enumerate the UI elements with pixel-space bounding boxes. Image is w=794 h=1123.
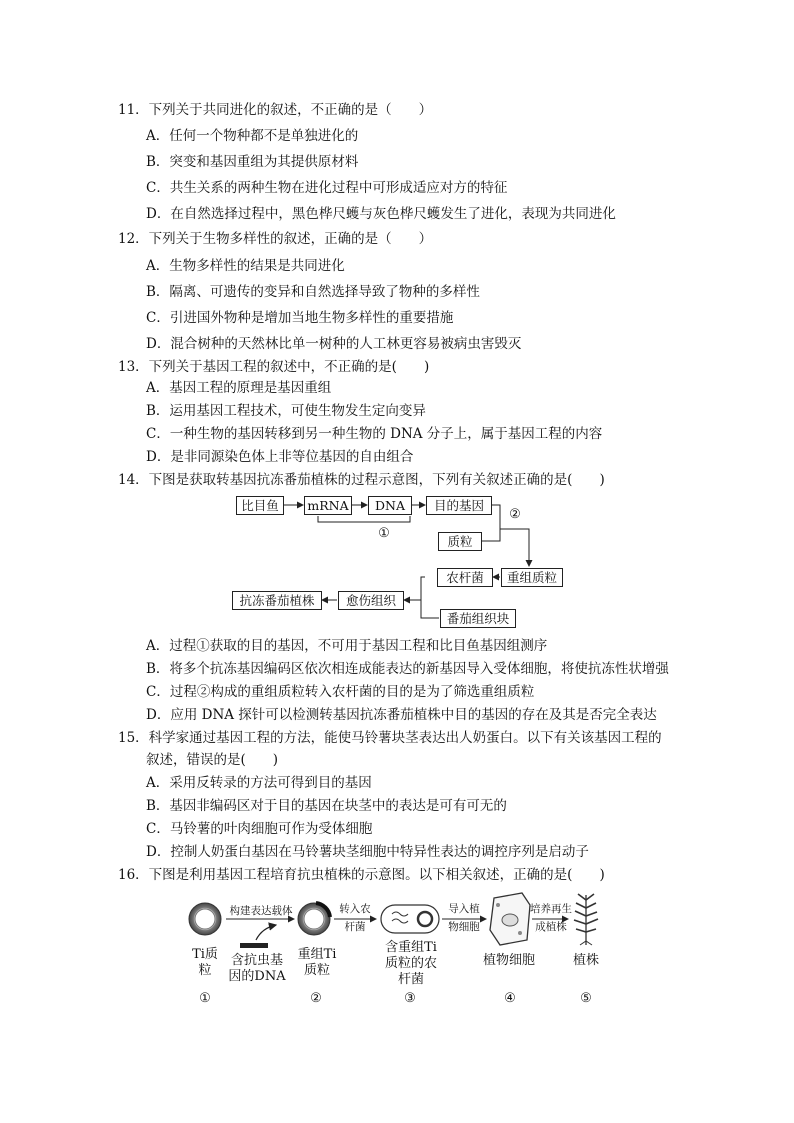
agrobacterium-label-line1: 含重组Ti xyxy=(385,940,437,955)
step2-label: ② xyxy=(509,507,521,522)
diagram-number-1: ① xyxy=(199,991,211,1006)
tomato-tissue-box: 番茄组织块 xyxy=(440,609,516,628)
ti-plasmid-label-line1: Ti质 xyxy=(192,947,218,962)
diagram-number-2: ② xyxy=(310,991,322,1006)
dna-label-line2: 因的DNA xyxy=(228,969,286,984)
diagram-number-5: ⑤ xyxy=(580,991,592,1006)
arrow4-text-line1: 培养再生 xyxy=(530,903,572,915)
q14-option-a: A．过程①获取的目的基因，不可用于基因工程和比目鱼基因组测序 xyxy=(146,638,548,654)
q11-option-b: B．突变和基因重组为其提供原材料 xyxy=(146,154,359,170)
q15-stem-line2: 叙述，错误的是( ) xyxy=(146,752,279,768)
q12-option-d: D．混合树种的天然林比单一树种的人工林更容易被病虫害毁灭 xyxy=(146,336,522,352)
recombinant-plasmid-box: 重组质粒 xyxy=(501,568,563,587)
agrobacterium-label-line3: 杆菌 xyxy=(397,972,424,987)
plant-icon xyxy=(574,894,598,945)
dna-label-line1: 含抗虫基 xyxy=(230,953,283,968)
q13-option-b: B．运用基因工程技术，可使生物发生定向变异 xyxy=(146,403,426,419)
q13-option-a: A．基因工程的原理是基因重组 xyxy=(146,380,332,396)
callus-box: 愈伤组织 xyxy=(338,591,404,610)
q11-option-a: A．任何一个物种都不是单独进化的 xyxy=(146,128,359,144)
diagram-number-3: ③ xyxy=(404,991,416,1006)
insect-resistance-dna-icon xyxy=(240,925,276,948)
arrow2-text-line1: 转入农 xyxy=(339,903,371,915)
q11-option-d: D．在自然选择过程中，黑色桦尺蠖与灰色桦尺蠖发生了进化，表现为共同进化 xyxy=(146,206,616,222)
fish-box: 比目鱼 xyxy=(236,496,284,515)
arrow3-text-line2: 物细胞 xyxy=(448,921,480,933)
agrobacterium-icon xyxy=(381,905,439,933)
plasmid-box: 质粒 xyxy=(438,532,482,551)
q16-stem: 16．下图是利用基因工程培育抗虫植株的示意图。以下相关叙述，正确的是( ) xyxy=(118,867,605,883)
q13-option-c: C．一种生物的基因转移到另一种生物的 DNA 分子上，属于基因工程的内容 xyxy=(146,426,603,442)
recombinant-ti-plasmid-icon xyxy=(298,903,330,935)
q12-stem: 12．下列关于生物多样性的叙述，正确的是（ ） xyxy=(118,231,433,247)
recombinant-ti-label-line1: 重组Ti xyxy=(297,947,337,962)
plant-cell-icon xyxy=(490,893,530,945)
plant-cell-label: 植物细胞 xyxy=(482,953,535,968)
q14-option-b: B．将多个抗冻基因编码区依次相连成能表达的新基因导入受体细胞，将使抗冻性状增强 xyxy=(146,661,669,677)
q15-stem-line1: 15．科学家通过基因工程的方法，能使马铃薯块茎表达出人奶蛋白。以下有关该基因工程的 xyxy=(118,730,662,746)
arrow2-text-line2: 杆菌 xyxy=(344,921,366,933)
mrna-box: mRNA xyxy=(304,496,352,515)
q13-stem: 13．下列关于基因工程的叙述中，不正确的是( ) xyxy=(118,359,430,375)
arrow3-text-line1: 导入植 xyxy=(448,903,480,915)
agrobacterium-box: 农杆菌 xyxy=(437,568,493,587)
q15-option-b: B．基因非编码区对于目的基因在块茎中的表达是可有可无的 xyxy=(146,798,507,814)
target-gene-box: 目的基因 xyxy=(426,496,492,515)
step1-label: ① xyxy=(378,526,390,541)
recombinant-ti-label-line2: 质粒 xyxy=(303,963,330,978)
plant-label: 植株 xyxy=(572,953,599,968)
q15-option-d: D．控制人奶蛋白基因在马铃薯块茎细胞中特异性表达的调控序列是启动子 xyxy=(146,844,589,860)
arrow1-text: 构建表达载体 xyxy=(229,905,293,917)
q14-option-c: C．过程②构成的重组质粒转入农杆菌的目的是为了筛选重组质粒 xyxy=(146,684,535,700)
diagram-number-4: ④ xyxy=(504,991,516,1006)
ti-plasmid-icon xyxy=(189,903,221,935)
arrow4-text-line2: 成植株 xyxy=(535,921,567,933)
q14-option-d: D．应用 DNA 探针可以检测转基因抗冻番茄植株中目的基因的存在及其是否完全表达 xyxy=(146,707,657,723)
q14-stem: 14．下图是获取转基因抗冻番茄植株的过程示意图，下列有关叙述正确的是( ) xyxy=(118,472,605,488)
q11-stem: 11．下列关于共同进化的叙述，不正确的是（ ） xyxy=(118,102,433,118)
q12-option-b: B．隔离、可遗传的变异和自然选择导致了物种的多样性 xyxy=(146,284,480,300)
antifreeze-tomato-box: 抗冻番茄植株 xyxy=(232,591,322,610)
q11-option-c: C．共生关系的两种生物在进化过程中可形成适应对方的特征 xyxy=(146,180,508,196)
q13-option-d: D．是非同源染色体上非等位基因的自由组合 xyxy=(146,449,414,465)
q15-option-a: A．采用反转录的方法可得到目的基因 xyxy=(146,775,372,791)
agrobacterium-label-line2: 质粒的农 xyxy=(384,956,437,971)
q15-option-c: C．马铃薯的叶肉细胞可作为受体细胞 xyxy=(146,821,373,837)
ti-plasmid-label-line2: 粒 xyxy=(198,963,212,978)
dna-box: DNA xyxy=(368,496,412,515)
q12-option-c: C．引进国外物种是增加当地生物多样性的重要措施 xyxy=(146,310,454,326)
q12-option-a: A．生物多样性的结果是共同进化 xyxy=(146,258,345,274)
